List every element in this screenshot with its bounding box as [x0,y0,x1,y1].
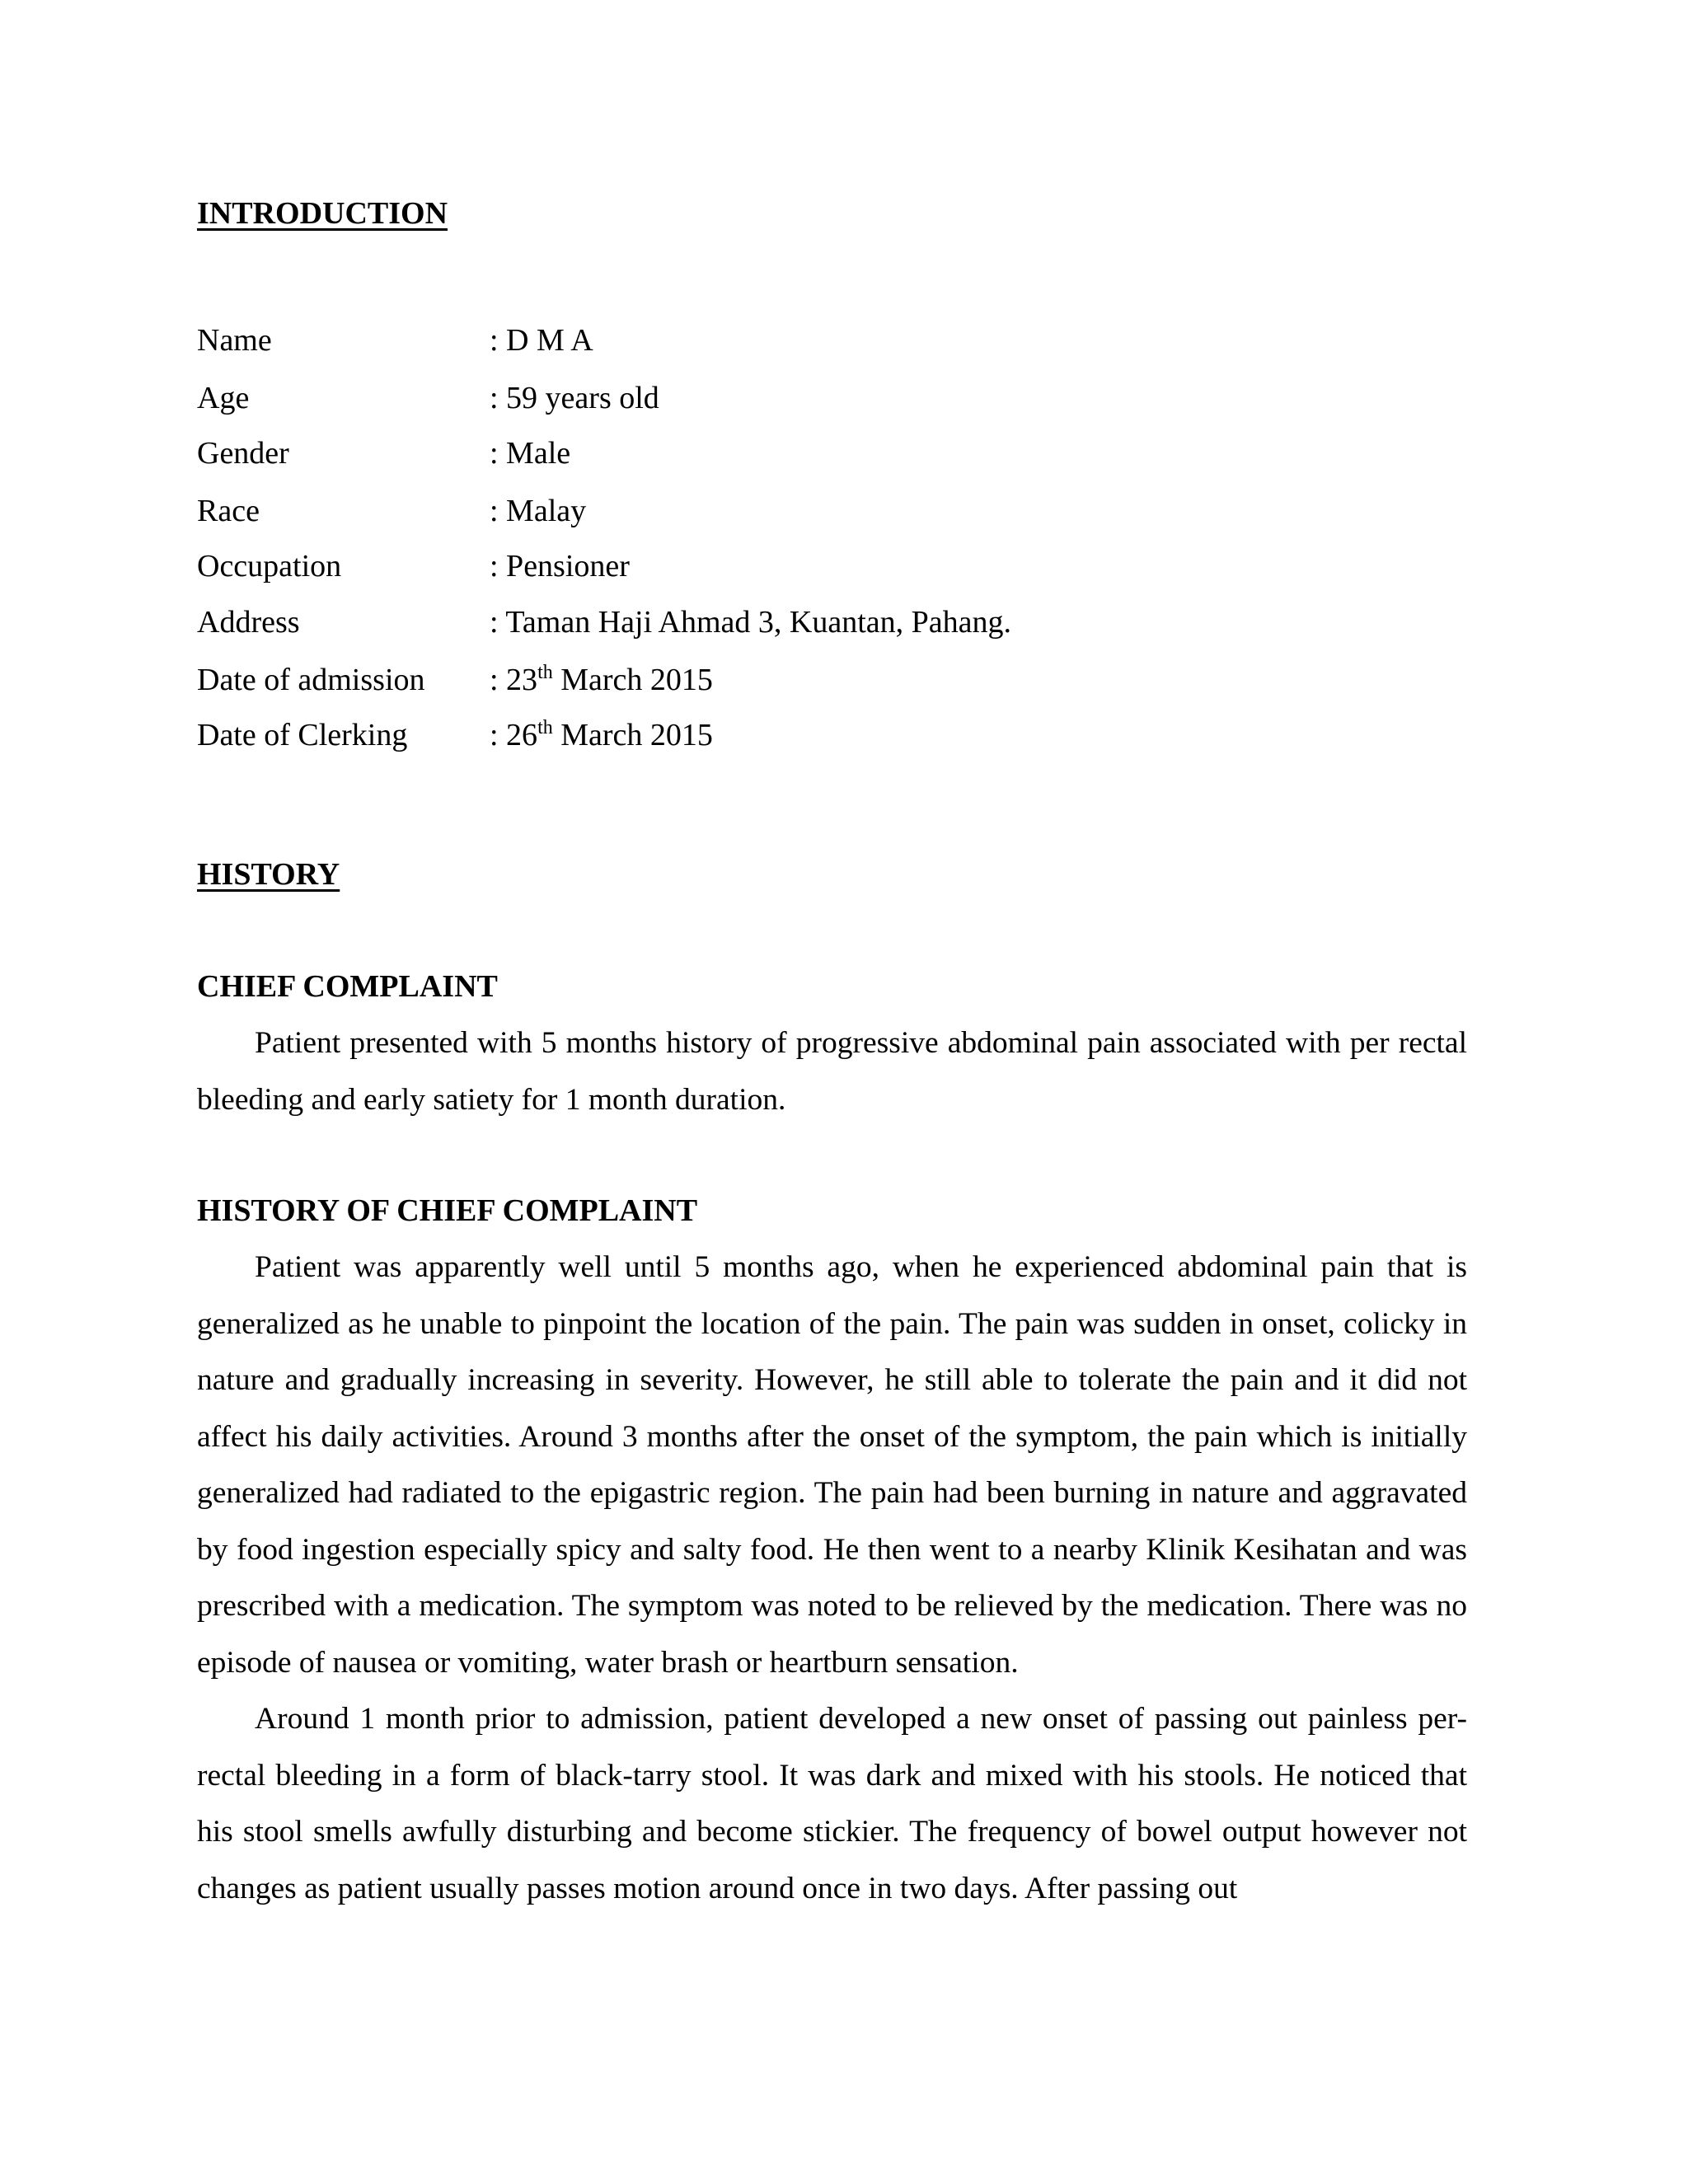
history-of-chief-complaint-heading: HISTORY OF CHIEF COMPLAINT [197,1193,698,1228]
field-label-address: Address [197,605,300,640]
field-label-date-of-clerking: Date of Clerking [197,718,408,752]
field-label-gender: Gender [197,436,289,471]
field-label-name: Name [197,323,272,358]
introduction-heading: INTRODUCTION [197,196,448,231]
field-value-race: : Malay [490,494,587,528]
hocc-paragraph-1: Patient was apparently well until 5 months ago, when he experienced abdominal pain that is generalized as he unable to pinpoint the location of the pain. The pain was sudden in onset, colicky in nature and gradually increasing in severity. However, he still able to tolerate the pain and it did not affect his daily activities. Around 3 months after the onset of the symptom, the pain which is initially generalized had radiated to the epigastric region. The pain had been burning in nature and aggravated by food ingestion especially spicy and salty food. He then went to a nearby Klinik Kesihatan and was prescribed with a medication. The symptom was noted to be relieved by the medication. There was no episode of nausea or vomiting, water brash or heartburn sensation. [197,1250,1467,1680]
field-value-age: : 59 years old [490,381,659,415]
admission-day: : 23 [490,663,538,697]
field-value-gender: : Male [490,436,571,471]
field-value-date-of-admission [490,660,713,700]
field-label-age: Age [197,381,250,415]
hocc-paragraph-2: Around 1 month prior to admission, patient developed a new onset of passing out painless per-rectal bleeding in a form of black-tarry stool. It was dark and mixed with his stools. He noticed that his stool smells awfully disturbing and become stickier. The frequency of bowel output however not changes as patient usually passes motion around once in two days. After passing out [197,1702,1467,1905]
field-label-date-of-admission: Date of admission [197,663,425,697]
field-value-occupation: : Pensioner [490,549,630,583]
clerking-month-year: March 2015 [552,718,713,752]
chief-complaint-heading: CHIEF COMPLAINT [197,969,498,1004]
history-heading: HISTORY [197,857,340,892]
field-label-occupation: Occupation [197,549,342,583]
field-value-date-of-clerking [490,715,713,755]
admission-month-year: March 2015 [552,663,713,697]
clerking-day-suffix: th [537,717,553,738]
field-value-address: : Taman Haji Ahmad 3, Kuantan, Pahang. [490,605,1012,640]
chief-complaint-text: Patient presented with 5 months history of progressive abdominal pain associated with per rectal bleeding and early satiety for 1 month duration. [197,1026,1467,1117]
admission-day-suffix: th [537,662,553,683]
field-value-name: : D M A [490,323,593,358]
clerking-day: : 26 [490,718,538,752]
field-label-race: Race [197,494,260,528]
